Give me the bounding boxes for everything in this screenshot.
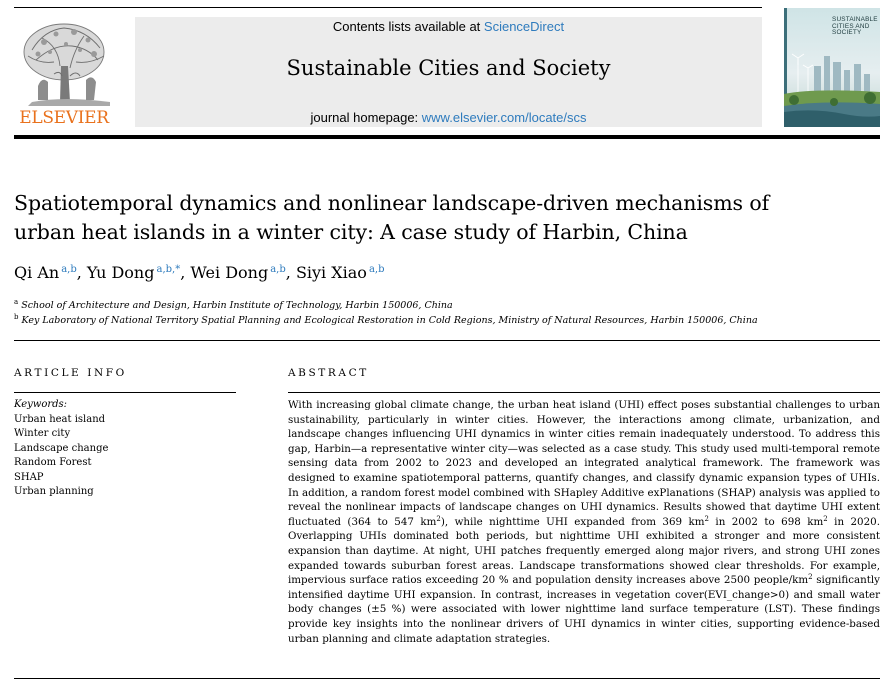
author-name[interactable]: Yu Dong [86,263,155,282]
journal-homepage-link[interactable]: www.elsevier.com/locate/scs [421,110,587,125]
journal-title: Sustainable Cities and Society [286,56,611,80]
superscript: 2 [823,514,828,523]
author-list [14,263,384,282]
bottom-rule [14,678,880,679]
header-divider [14,135,880,139]
superscript: 2 [704,514,709,523]
abstract-part: ), while nighttime UHI expanded from 369 km [440,515,705,528]
affiliation-divider [14,340,880,341]
homepage-prefix: journal homepage: [310,110,422,125]
abstract-rule [288,392,880,393]
keyword-item: Landscape change [14,442,109,454]
journal-cover-image[interactable] [784,8,880,127]
author-affiliation-mark[interactable]: a,b [61,264,77,275]
article-info-rule [14,392,236,393]
top-rule [14,7,762,8]
affiliation-mark: a [14,298,19,306]
cover-title: SUSTAINABLE CITIES AND SOCIETY [832,16,878,36]
abstract-heading: ABSTRACT [288,367,369,379]
keywords-block [14,398,108,500]
keyword-item: Random Forest [14,457,92,468]
journal-banner [135,17,762,127]
affiliation-b [14,313,758,326]
author-affiliation-mark[interactable]: a,b [368,264,385,275]
article-info-heading: ARTICLE INFO [14,367,127,379]
affiliation-a [14,298,453,311]
author-name[interactable]: Siyi Xiao [295,263,367,282]
author-name[interactable]: Wei Dong [190,263,269,282]
contents-prefix: Contents lists available at [332,19,484,34]
keyword-item: Urban planning [14,486,94,497]
elsevier-wordmark: ELSEVIER [19,108,109,128]
author-separator: , [180,263,191,282]
author-affiliation-mark[interactable]: a,b [270,264,286,275]
abstract-text [288,398,880,646]
affiliation-mark: b [14,313,19,321]
keyword-item: SHAP [14,471,44,483]
homepage-line [135,110,762,125]
keywords-label: Keywords: [14,399,68,410]
affiliation-text: School of Architecture and Design, Harbin Institute of Technology, Harbin 150006, China [21,300,453,311]
abstract-part: With increasing global climate change, the urban heat island (UHI) effect poses substantial challenges to urban sustainability, particularly in winter cities. However, the interactions among climate, urbanization, and landscape changes influencing UHI dynamics in winter cities remain inadequately understood. To address this gap, Harbin—a representative winter city—was selected as a case study. This study used multi-temporal remote sensing data from 2002 to 2023 and developed an integrated analytical framework. The framework was designed to examine spatiotemporal patterns, quantify changes, and classify dynamic expansion types of UHIs. In addition, a random forest model combined with SHapley Additive exPlanations (SHAP) analysis was applied to reveal the nonlinear impacts of landscape changes on UHI dynamics. Results showed that daytime UHI extent fluctuated (364 to 547 km [288,399,880,528]
keyword-item: Urban heat island [14,413,106,425]
superscript: 2 [436,514,441,523]
abstract-part: significantly intensified daytime UHI expansion. In contrast, increases in vegetation cover(EVI_change>0) and small water body changes (±5 %) were associated with lower nighttime land surface temperature (LST). These findings provide key insights into the nonlinear drivers of UHI dynamics in winter cities, supporting evidence-based urban planning and climate adaptation strategies. [288,574,880,645]
article-title: Spatiotemporal dynamics and nonlinear landscape-driven mechanisms of urban heat islands in a winter city: A case study of Harbin, China [14,191,770,244]
superscript: 2 [808,573,813,582]
keyword-item: Winter city [14,428,71,439]
sciencedirect-link[interactable]: ScienceDirect [483,19,565,34]
contents-line [135,19,762,34]
abstract-part: in 2002 to 698 km [708,515,824,528]
author-name[interactable]: Qi An [14,263,60,282]
author-separator: , [285,263,296,282]
author-separator: , [76,263,87,282]
abstract-part: in 2020. Overlapping UHIs dominated both periods, but nighttime UHI exhibited a stronger and more consistent expansion than daytime. At night, UHI patches frequently emerged along major rivers, and strong UHI zones expanded towards suburban forest areas. Landscape transformations showed clear thresholds. For example, impervious surface ratios exceeding 20 % and population density increases above 2500 people/km [288,515,880,587]
author-affiliation-mark[interactable]: a,b,* [156,264,181,275]
affiliation-text: Key Laboratory of National Territory Spatial Planning and Ecological Restoration in Cold Regions, Ministry of Natural Resources, Harbin 150006, China [21,315,758,326]
